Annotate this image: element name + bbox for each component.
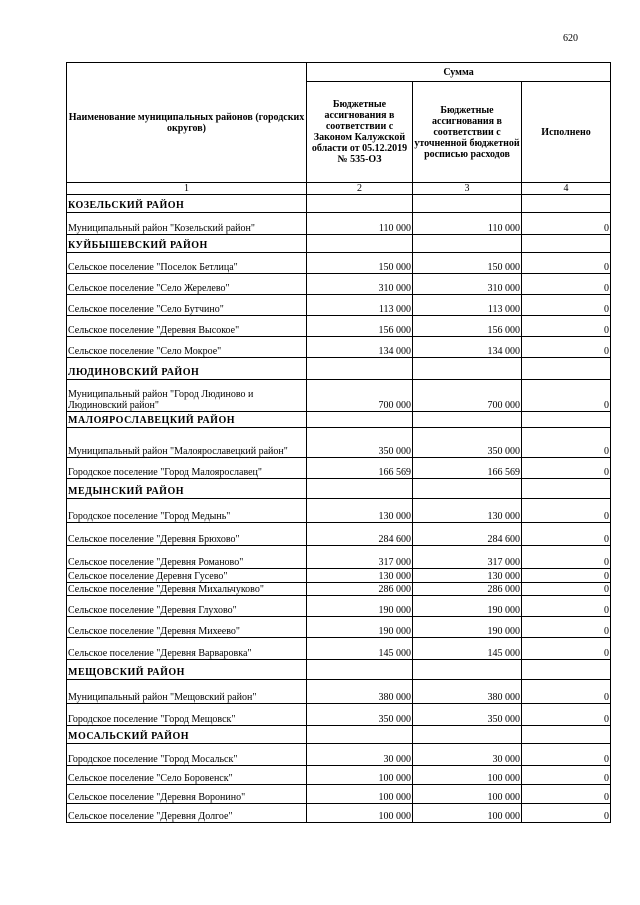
executed-value: 0 — [522, 523, 611, 546]
empty-cell — [307, 235, 413, 253]
municipality-name: Городское поселение "Город Медынь" — [67, 499, 307, 523]
refined-allocation-value: 113 000 — [413, 295, 522, 316]
law-allocation-value: 310 000 — [307, 274, 413, 295]
table-row — [67, 785, 611, 804]
municipality-name: Сельское поселение "Село Жерелево" — [67, 274, 307, 295]
table-row — [67, 213, 611, 235]
municipality-name: Сельское поселение "Деревня Высокое" — [67, 316, 307, 337]
law-allocation-value: 700 000 — [307, 380, 413, 412]
municipality-name: Сельское поселение "Деревня Романово" — [67, 546, 307, 569]
refined-allocation-value: 150 000 — [413, 253, 522, 274]
empty-cell — [413, 660, 522, 680]
table-row — [67, 804, 611, 823]
table-row — [67, 569, 611, 583]
empty-cell — [522, 726, 611, 744]
executed-value: 0 — [522, 766, 611, 785]
table-row — [67, 523, 611, 546]
column-number-row — [67, 183, 611, 195]
empty-cell — [413, 412, 522, 428]
executed-value: 0 — [522, 617, 611, 638]
refined-allocation-value: 100 000 — [413, 804, 522, 823]
column-number: 3 — [413, 183, 522, 195]
header-law-allocation: Бюджетные ассигнования в соответствии с Законом Калужской области от 05.12.2019 № 535-ОЗ — [307, 82, 413, 183]
municipality-name: Муниципальный район "Город Людиново и Людиновский район" — [67, 380, 307, 412]
executed-value: 0 — [522, 499, 611, 523]
refined-allocation-value: 100 000 — [413, 785, 522, 804]
empty-cell — [522, 660, 611, 680]
table-row — [67, 617, 611, 638]
law-allocation-value: 166 569 — [307, 458, 413, 479]
district-name: КОЗЕЛЬСКИЙ РАЙОН — [67, 195, 307, 213]
law-allocation-value: 286 000 — [307, 583, 413, 596]
executed-value: 0 — [522, 569, 611, 583]
executed-value: 0 — [522, 274, 611, 295]
executed-value: 0 — [522, 213, 611, 235]
budget-table — [66, 62, 611, 823]
executed-value: 0 — [522, 546, 611, 569]
table-row — [67, 380, 611, 412]
law-allocation-value: 350 000 — [307, 704, 413, 726]
table-row — [67, 638, 611, 660]
column-number: 4 — [522, 183, 611, 195]
municipality-name: Сельское поселение "Деревня Глухово" — [67, 596, 307, 617]
empty-cell — [522, 195, 611, 213]
header-sum-column: Сумма — [307, 63, 611, 82]
district-name: МЕДЫНСКИЙ РАЙОН — [67, 479, 307, 499]
district-name: КУЙБЫШЕВСКИЙ РАЙОН — [67, 235, 307, 253]
executed-value: 0 — [522, 428, 611, 458]
refined-allocation-value: 190 000 — [413, 596, 522, 617]
municipality-name: Сельское поселение "Деревня Воронино" — [67, 785, 307, 804]
table-row — [67, 253, 611, 274]
district-row — [67, 235, 611, 253]
empty-cell — [413, 195, 522, 213]
table-row — [67, 766, 611, 785]
municipality-name: Сельское поселение "Деревня Варваровка" — [67, 638, 307, 660]
district-row — [67, 412, 611, 428]
district-name: МАЛОЯРОСЛАВЕЦКИЙ РАЙОН — [67, 412, 307, 428]
empty-cell — [413, 358, 522, 380]
refined-allocation-value: 380 000 — [413, 680, 522, 704]
refined-allocation-value: 30 000 — [413, 744, 522, 766]
table-header — [67, 63, 611, 195]
table-row — [67, 704, 611, 726]
municipality-name: Сельское поселение "Поселок Бетлица" — [67, 253, 307, 274]
refined-allocation-value: 286 000 — [413, 583, 522, 596]
empty-cell — [307, 412, 413, 428]
table-row — [67, 596, 611, 617]
table-row — [67, 499, 611, 523]
law-allocation-value: 134 000 — [307, 337, 413, 358]
refined-allocation-value: 190 000 — [413, 617, 522, 638]
refined-allocation-value: 130 000 — [413, 569, 522, 583]
table-row — [67, 680, 611, 704]
column-number: 1 — [67, 183, 307, 195]
column-number: 2 — [307, 183, 413, 195]
district-row — [67, 479, 611, 499]
empty-cell — [307, 479, 413, 499]
law-allocation-value: 284 600 — [307, 523, 413, 546]
table-row — [67, 337, 611, 358]
empty-cell — [413, 479, 522, 499]
law-allocation-value: 150 000 — [307, 253, 413, 274]
header-name-column: Наименование муниципальных районов (городских округов) — [67, 63, 307, 183]
empty-cell — [522, 479, 611, 499]
municipality-name: Муниципальный район "Малоярославецкий район" — [67, 428, 307, 458]
law-allocation-value: 30 000 — [307, 744, 413, 766]
empty-cell — [307, 358, 413, 380]
refined-allocation-value: 350 000 — [413, 428, 522, 458]
municipality-name: Сельское поселение "Село Мокрое" — [67, 337, 307, 358]
law-allocation-value: 145 000 — [307, 638, 413, 660]
table-row — [67, 744, 611, 766]
municipality-name: Сельское поселение "Село Бутчино" — [67, 295, 307, 316]
refined-allocation-value: 156 000 — [413, 316, 522, 337]
executed-value: 0 — [522, 785, 611, 804]
table-row — [67, 546, 611, 569]
header-executed: Исполнено — [522, 82, 611, 183]
municipality-name: Сельское поселение Деревня Гусево" — [67, 569, 307, 583]
law-allocation-value: 130 000 — [307, 499, 413, 523]
executed-value: 0 — [522, 704, 611, 726]
law-allocation-value: 317 000 — [307, 546, 413, 569]
district-row — [67, 358, 611, 380]
executed-value: 0 — [522, 458, 611, 479]
executed-value: 0 — [522, 253, 611, 274]
refined-allocation-value: 130 000 — [413, 499, 522, 523]
executed-value: 0 — [522, 680, 611, 704]
executed-value: 0 — [522, 596, 611, 617]
municipality-name: Городское поселение "Город Мещовск" — [67, 704, 307, 726]
district-name: ЛЮДИНОВСКИЙ РАЙОН — [67, 358, 307, 380]
executed-value: 0 — [522, 804, 611, 823]
refined-allocation-value: 350 000 — [413, 704, 522, 726]
law-allocation-value: 100 000 — [307, 766, 413, 785]
law-allocation-value: 190 000 — [307, 596, 413, 617]
municipality-name: Сельское поселение "Деревня Михальчуково" — [67, 583, 307, 596]
law-allocation-value: 113 000 — [307, 295, 413, 316]
municipality-name: Муниципальный район "Козельский район" — [67, 213, 307, 235]
refined-allocation-value: 110 000 — [413, 213, 522, 235]
municipality-name: Городское поселение "Город Мосальск" — [67, 744, 307, 766]
empty-cell — [307, 195, 413, 213]
executed-value: 0 — [522, 316, 611, 337]
refined-allocation-value: 100 000 — [413, 766, 522, 785]
law-allocation-value: 350 000 — [307, 428, 413, 458]
law-allocation-value: 100 000 — [307, 785, 413, 804]
empty-cell — [413, 726, 522, 744]
refined-allocation-value: 134 000 — [413, 337, 522, 358]
district-name: МОСАЛЬСКИЙ РАЙОН — [67, 726, 307, 744]
table-row — [67, 316, 611, 337]
table-row — [67, 583, 611, 596]
executed-value: 0 — [522, 337, 611, 358]
refined-allocation-value: 166 569 — [413, 458, 522, 479]
refined-allocation-value: 284 600 — [413, 523, 522, 546]
refined-allocation-value: 145 000 — [413, 638, 522, 660]
page-number: 620 — [563, 33, 578, 44]
municipality-name: Сельское поселение "Деревня Михеево" — [67, 617, 307, 638]
executed-value: 0 — [522, 638, 611, 660]
municipality-name: Сельское поселение "Село Боровенск" — [67, 766, 307, 785]
municipality-name: Сельское поселение "Деревня Брюхово" — [67, 523, 307, 546]
header-refined-allocation: Бюджетные ассигнования в соответствии с уточненной бюджетной росписью расходов — [413, 82, 522, 183]
refined-allocation-value: 700 000 — [413, 380, 522, 412]
table-row — [67, 274, 611, 295]
executed-value: 0 — [522, 583, 611, 596]
municipality-name: Городское поселение "Город Малоярославец" — [67, 458, 307, 479]
empty-cell — [307, 660, 413, 680]
executed-value: 0 — [522, 380, 611, 412]
district-row — [67, 195, 611, 213]
table-body — [67, 195, 611, 823]
law-allocation-value: 380 000 — [307, 680, 413, 704]
table-row — [67, 458, 611, 479]
law-allocation-value: 190 000 — [307, 617, 413, 638]
empty-cell — [522, 358, 611, 380]
refined-allocation-value: 310 000 — [413, 274, 522, 295]
table-row — [67, 428, 611, 458]
executed-value: 0 — [522, 295, 611, 316]
empty-cell — [522, 412, 611, 428]
municipality-name: Муниципальный район "Мещовский район" — [67, 680, 307, 704]
table-row — [67, 295, 611, 316]
refined-allocation-value: 317 000 — [413, 546, 522, 569]
empty-cell — [413, 235, 522, 253]
empty-cell — [522, 235, 611, 253]
empty-cell — [307, 726, 413, 744]
district-row — [67, 726, 611, 744]
law-allocation-value: 110 000 — [307, 213, 413, 235]
law-allocation-value: 130 000 — [307, 569, 413, 583]
law-allocation-value: 100 000 — [307, 804, 413, 823]
law-allocation-value: 156 000 — [307, 316, 413, 337]
executed-value: 0 — [522, 744, 611, 766]
district-name: МЕЩОВСКИЙ РАЙОН — [67, 660, 307, 680]
municipality-name: Сельское поселение "Деревня Долгое" — [67, 804, 307, 823]
district-row — [67, 660, 611, 680]
